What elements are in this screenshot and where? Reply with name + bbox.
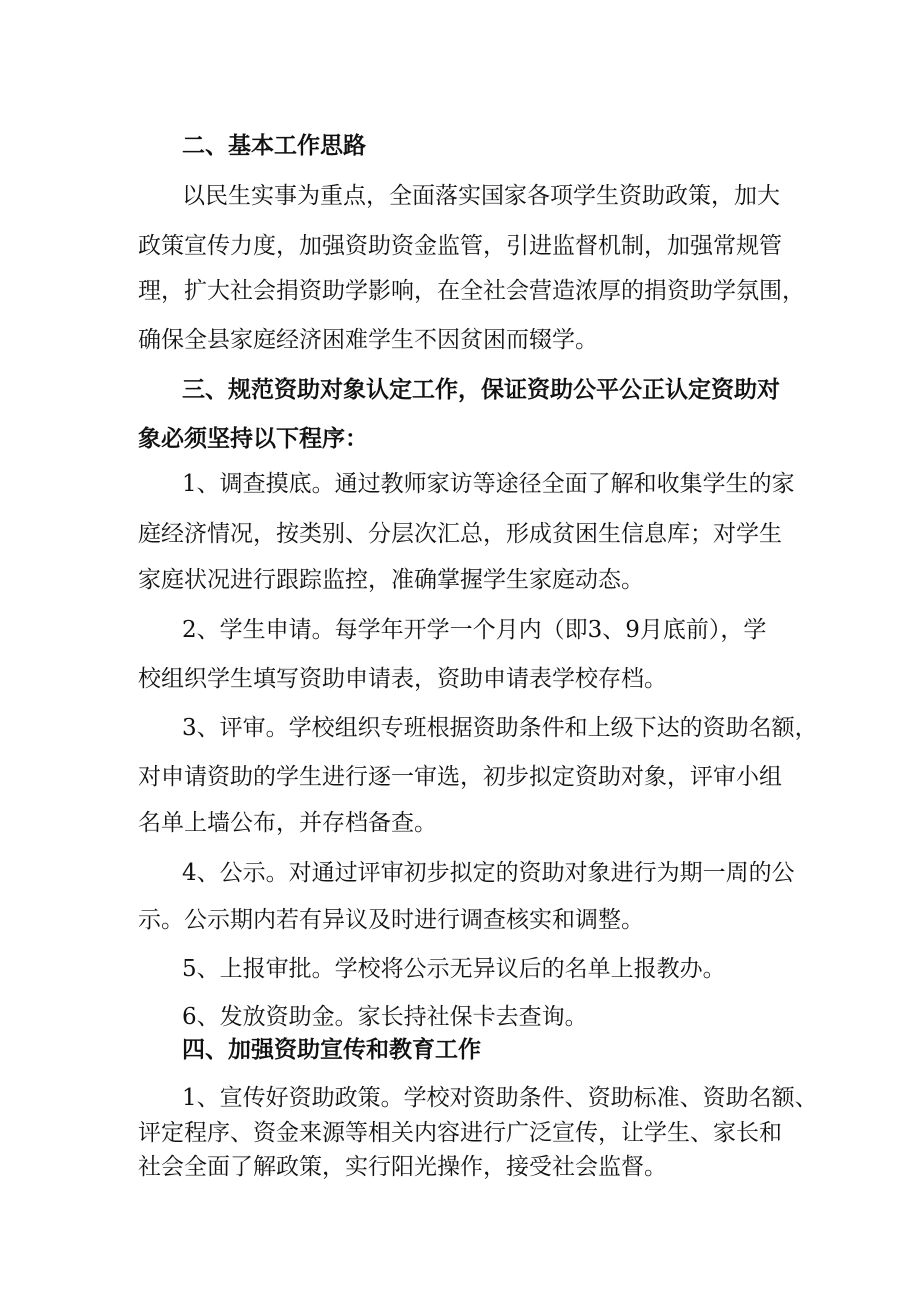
paragraph-line: 1、宣传好资助政策。学校对资助条件、资助标准、资助名额、	[182, 1085, 818, 1111]
paragraph-line: 以民生实事为重点，全面落实国家各项学生资助政策，加大	[182, 183, 780, 209]
paragraph-line: 确保全县家庭经济困难学生不因贫困而辍学。	[138, 327, 598, 353]
section-heading-3-line-1: 三、规范资助对象认定工作，保证资助公平公正认定资助对	[182, 377, 780, 403]
paragraph-line: 评定程序、资金来源等相关内容进行广泛宣传，让学生、家长和	[138, 1120, 782, 1146]
paragraph-line: 校组织学生填写资助申请表，资助申请表学校存档。	[138, 666, 667, 692]
paragraph-line: 6、发放资助金。家长持社保卡去查询。	[182, 1004, 588, 1030]
paragraph-line: 4、公示。对通过评审初步拟定的资助对象进行为期一周的公	[182, 860, 795, 886]
paragraph-line: 示。公示期内若有异议及时进行调查核实和调整。	[138, 907, 644, 933]
paragraph-line: 对申请资助的学生进行逐一审选，初步拟定资助对象，评审小组	[138, 764, 782, 790]
paragraph-line: 庭经济情况，按类别、分层次汇总，形成贫困生信息库；对学生	[138, 521, 782, 547]
paragraph-line: 2、学生申请。每学年开学一个月内（即3、9月底前），学	[182, 617, 767, 643]
section-heading-3-line-2: 象必须坚持以下程序：	[138, 426, 368, 452]
paragraph-line: 政策宣传力度，加强资助资金监管，引进监督机制，加强常规管	[138, 233, 782, 259]
paragraph-line: 家庭状况进行跟踪监控，准确掌握学生家庭动态。	[138, 567, 644, 593]
paragraph-line: 5、上报审批。学校将公示无异议后的名单上报教办。	[182, 956, 726, 982]
paragraph-line: 1、调查摸底。通过教师家访等途径全面了解和收集学生的家	[182, 471, 795, 497]
paragraph-line: 社会全面了解政策，实行阳光操作，接受社会监督。	[138, 1154, 667, 1180]
paragraph-line: 3、评审。学校组织专班根据资助条件和上级下达的资助名额，	[182, 715, 818, 741]
paragraph-line: 理，扩大社会捐资助学影响，在全社会营造浓厚的捐资助学氛围，	[138, 278, 805, 304]
section-heading-4: 四、加强资助宣传和教育工作	[182, 1037, 481, 1063]
paragraph-line: 名单上墙公布，并存档备查。	[138, 810, 437, 836]
section-heading-2: 二、基本工作思路	[182, 133, 366, 159]
